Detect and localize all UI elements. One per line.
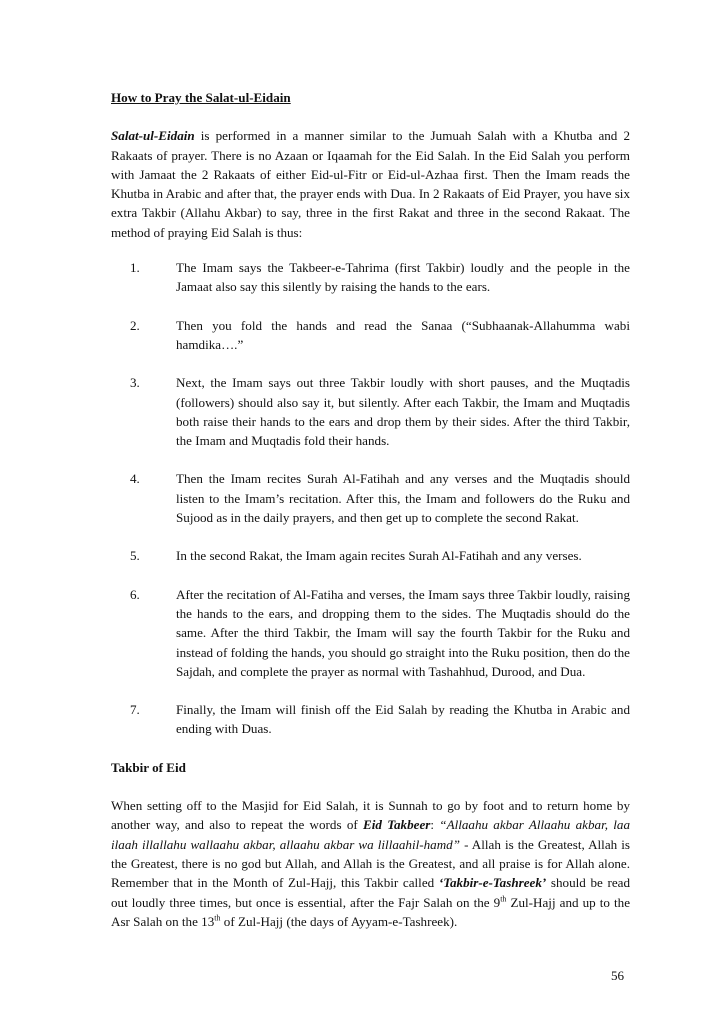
- step-number: 1.: [130, 260, 140, 276]
- step-text: Then the Imam recites Surah Al-Fatihah and any verses and the Muqtadis should listen to the Imam’s recitation. After this, the Imam and followers do the Ruku and Sujood as in the daily prayers, and then get up to complete the second Rakat.: [176, 471, 630, 526]
- step-text: After the recitation of Al-Fatiha and verses, the Imam says three Takbir loudly, raising the hands to the ears, and dropping them to the sides. The Muqtadis should do the same. After the third Takbir, the Imam will say the fourth Takbir for the Ruku and instead of folding the hands, you should go straight into the Ruku position, then do the Sajdah, and complete the prayer as normal with Tashahhud, Durood, and Dua.: [176, 586, 630, 679]
- step-text: In the second Rakat, the Imam again recites Surah Al-Fatihah and any verses.: [176, 548, 582, 564]
- list-item: [111, 258, 630, 297]
- prayer-steps-list: [111, 258, 630, 739]
- step-number: 3.: [130, 375, 140, 391]
- ordinal-suffix: th: [214, 913, 221, 923]
- step-number: 5.: [130, 548, 140, 564]
- list-item: [111, 373, 630, 450]
- list-item: [111, 469, 630, 527]
- takbir-text-1: When setting off to the Masjid for Eid Salah, it is Sunnah to go by foot and to return home by another way, and also to repeat the words of: [111, 798, 630, 833]
- takbir-text-3: - Allah is the Greatest, Allah is the Greatest, there is no god but Allah, and Allah is the Greatest, and all praise is for Allah alone. Remember that in the Month of Zul-Hajj, this Takbir called: [111, 836, 630, 891]
- takbir-paragraph: [111, 796, 630, 931]
- intro-lead: Salat-ul-Eidain: [111, 128, 195, 144]
- ordinal-suffix: th: [500, 894, 507, 904]
- intro-paragraph: [111, 126, 630, 242]
- list-item: [111, 546, 630, 565]
- takbir-text-2: :: [430, 817, 440, 833]
- takbir-arabic-quote: “Allaahu akbar Allaahu akbar, laa ilaah illallahu wallaahu akbar, allaahu akbar wa lillaahil-hamd”: [111, 817, 630, 852]
- takbir-text-4: should be read out loudly three times, but once is essential, after the Fajr Salah on the 9: [111, 875, 630, 910]
- step-text: Next, the Imam says out three Takbir loudly with short pauses, and the Muqtadis (followers) should also say it, but silently. After each Takbir, the Imam and Muqtadis both raise their hands to the ears and drop them by their sides. After the third Takbir, the Imam and Muqtadis fold their hands.: [176, 375, 630, 449]
- intro-text: is performed in a manner similar to the Jumuah Salah with a Khutba and 2 Rakaats of prayer. There is no Azaan or Iqaamah for the Eid Salah. In the Eid Salah you perform with Jamaat the 2 Rakaats of either Eid-ul-Fitr or Eid-ul-Azhaa first. Then the Imam reads the Khutba in Arabic and after that, the prayer ends with Dua. In 2 Rakaats of Eid Prayer, you have six extra Takbir (Allahu Akbar) to say, three in the first Rakat and three in the second Rakaat. The method of praying Eid Salah is thus:: [111, 128, 630, 240]
- takbir-heading: Takbir of Eid: [111, 759, 186, 775]
- takbir-eid-takbeer: Eid Takbeer: [363, 817, 431, 833]
- list-item: [111, 700, 630, 739]
- page-number: 56: [611, 968, 625, 983]
- takbir-text-5: Zul-Hajj and up to the Asr Salah on the 13: [111, 894, 631, 929]
- step-number: 7.: [130, 702, 140, 718]
- list-item: [111, 585, 630, 681]
- page-heading: How to Pray the Salat-ul-Eidain: [111, 90, 291, 105]
- step-number: 2.: [130, 317, 140, 333]
- step-text: Then you fold the hands and read the Sanaa (“Subhaanak-Allahumma wabi hamdika….”: [176, 317, 630, 352]
- step-text: Finally, the Imam will finish off the Eid Salah by reading the Khutba in Arabic and ending with Duas.: [176, 702, 630, 737]
- step-number: 6.: [130, 586, 140, 602]
- step-number: 4.: [130, 471, 140, 487]
- step-text: The Imam says the Takbeer-e-Tahrima (first Takbir) loudly and the people in the Jamaat also say this silently by raising the hands to the ears.: [176, 260, 630, 295]
- takbir-text-6: of Zul-Hajj (the days of Ayyam-e-Tashreek).: [220, 913, 458, 929]
- page-content: [111, 88, 630, 931]
- list-item: [111, 316, 630, 355]
- takbir-e-tashreek: ‘Takbir-e-Tashreek’: [438, 875, 547, 891]
